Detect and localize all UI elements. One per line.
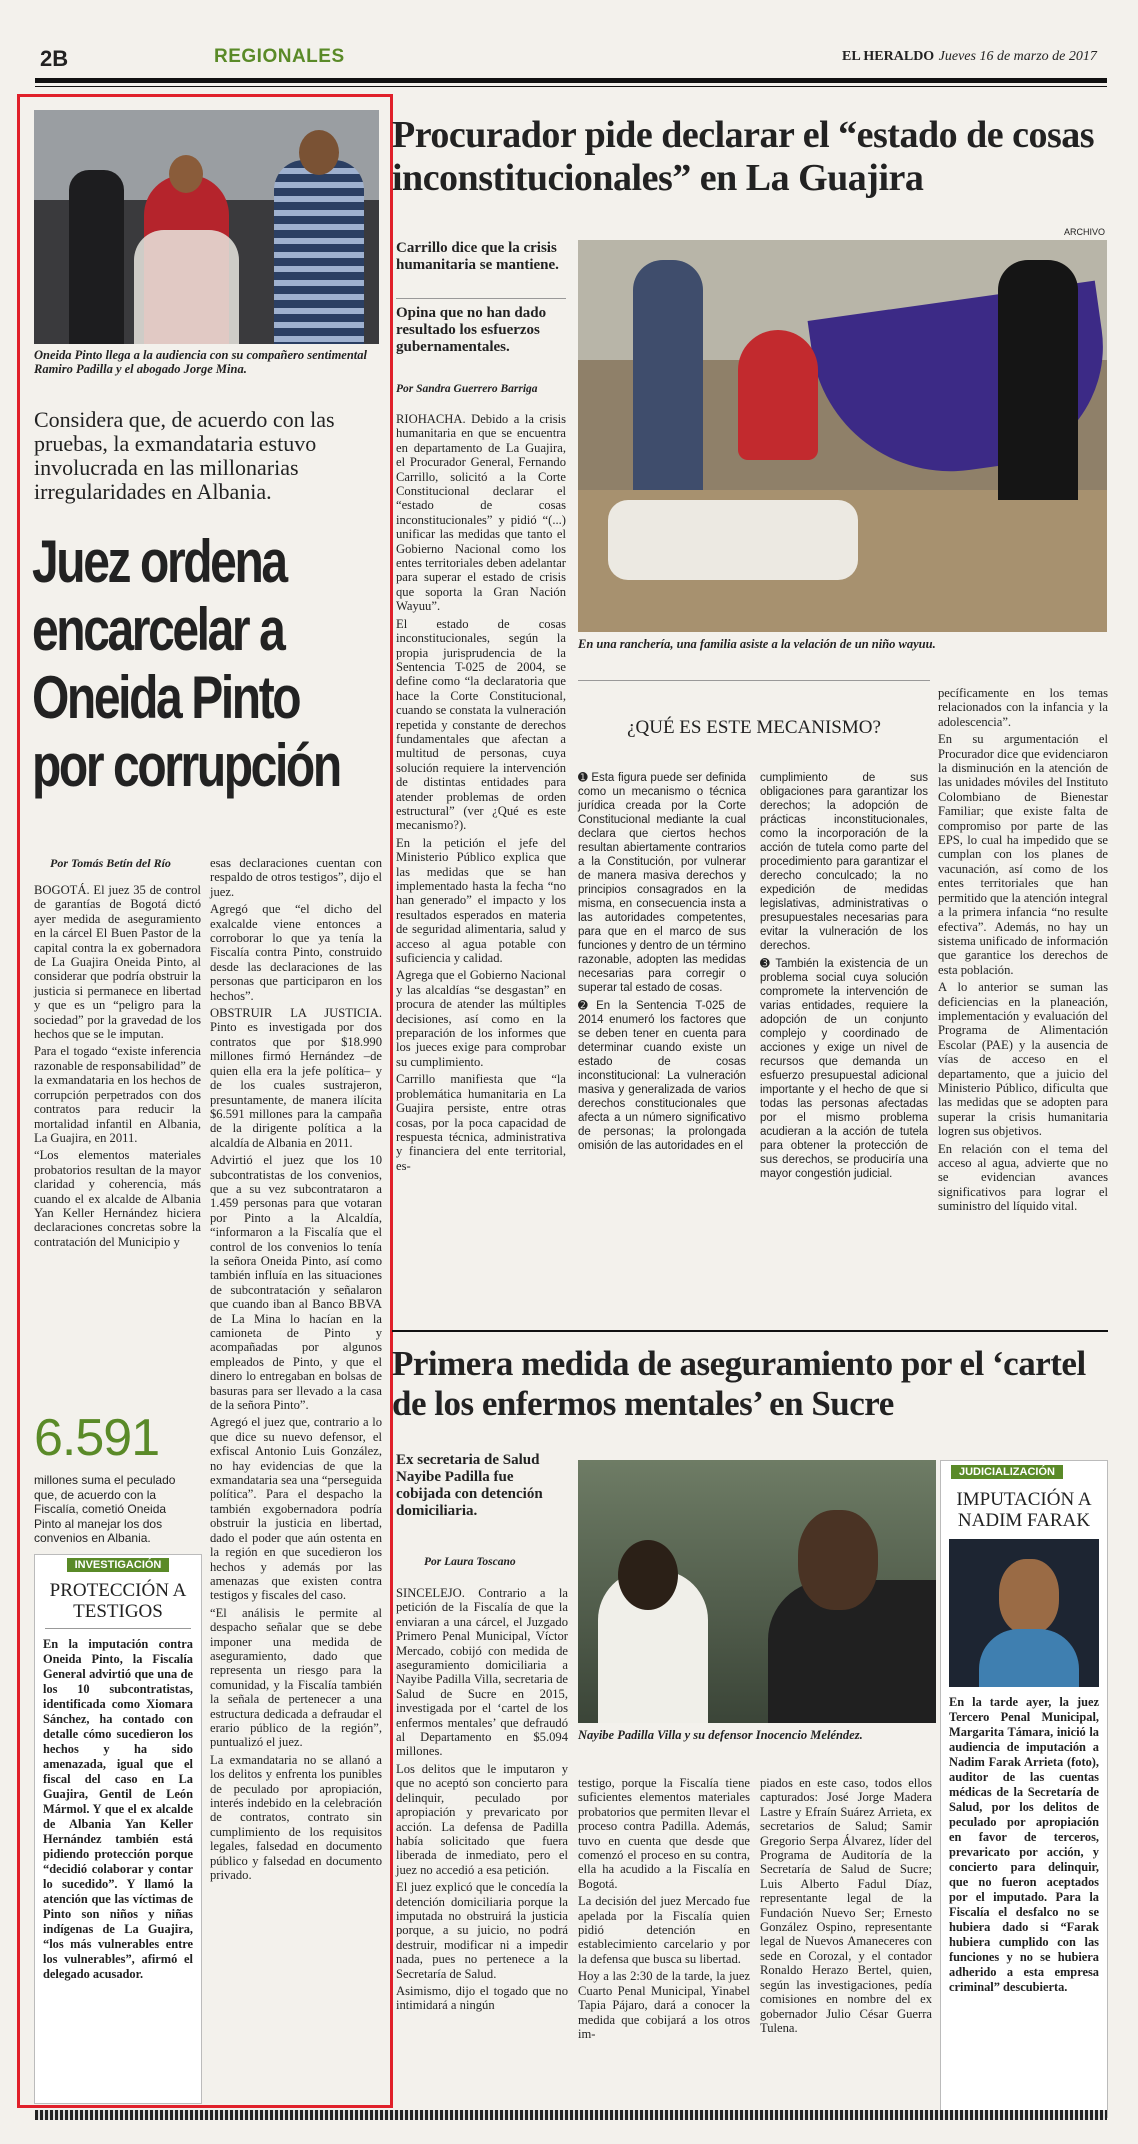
bullet-icon: ➌ [760, 958, 776, 970]
witness-box [34, 1554, 202, 2104]
top-headline: Procurador pide declarar el “estado de cosas inconstitucionales” en La Guajira [392, 114, 1095, 199]
photo-face-man [299, 130, 339, 175]
bullet-item: cumplimiento de sus obligaciones para garantizar los derechos; la adopción de prácticas inconstitucionales, como la incorporación de la acción de tutela como parte del procedimiento para garantizar el derecho conculcado; la no expedición de medidas legislativas, administrativas o presupuestales necesarias para evitar la vulneración de los derechos. [760, 772, 928, 952]
bottom-photo-caption: Nayibe Padilla Villa y su defensor Inocencio Meléndez. [578, 1728, 863, 1742]
left-byline: Por Tomás Betín del Río [50, 856, 171, 870]
box-tag: INVESTIGACIÓN [67, 1558, 170, 1572]
paragraph: Carrillo manifiesta que “la problemática humanitaria en La Guajira persiste, entre otras cosas, por la poca capacidad de respuesta técnica, administrativa y financiera del ente territorial, es- [396, 1072, 566, 1173]
paragraph: Los delitos que le imputaron y que no aceptó son concierto para delinquir, peculado por apropiación y prevaricato por acción. La defensa de Padilla había solicitado que fuera liberada de inmediato, pero el juez no accedió a esa petición. [396, 1761, 568, 1877]
top-deck1: Carrillo dice que la crisis humanitaria se mantiene. [396, 240, 559, 273]
paragraph: La decisión del juez Mercado fue apelada por la Fiscalía quien pidió detención en establecimiento carcelario y por la defensa que busca su libertad. [578, 1894, 750, 1966]
bullet-icon: ➋ [578, 1000, 597, 1012]
paragraph: Agregó el juez que, contrario a lo que dice su nuevo defensor, el exfiscal Antonio Luis González, no hay evidencias de que la exmandataria sea una “perseguida política”. Para el despacho la también exgobernadora podría obstruir la justicia en libertad, dado el poder que aún ostenta en la región en que sucedieron los hechos y además por las amenazas que existen contra testigos y fiscales del caso. [210, 1415, 382, 1603]
page-number: 2B [40, 46, 69, 71]
paragraph: RIOHACHA. Debido a la crisis humanitaria en que se encuentra en departamento de La Guajira, el Procurador General, Fernando Carrillo, solicitó a la Corte Constitucional declarar el “estado de cosas inconstitucionales” y pidió “(...) unificar las medidas que tanto el Gobierno Nacional como los entes territoriales deben adelantar para superar el estado de crisis que soporta la Gran Nación Wayuu”. [396, 412, 566, 614]
side-text: En la tarde ayer, la juez Tercero Penal Municipal, Margarita Támara, inició la audiencia de imputación a Nadim Farak Arrieta (foto), auditor de las cuentas médicas de la Secretaría de Salud, por los delitos de peculado por apropiación en favor de terceros, prevaricato por acción, y concierto para delinquir, que no fueron aceptados por el imputado. Para la Fiscalía el desfalco no se hubiera dado si “Farak hubiera cumplido con las funciones y no se hubiera adherido a esta empresa criminal” descubierta. [949, 1695, 1099, 1994]
photo-person-back [998, 260, 1078, 500]
top-byline: Por Sandra Guerrero Barriga [396, 383, 538, 395]
left-deck: Considera que, de acuerdo con las pruebas, la exmandataria estuvo involucrada en las millonarias irregularidades en Albania. [34, 407, 335, 504]
footer-strip [35, 2110, 1107, 2120]
deck-rule [396, 298, 566, 299]
paragraph: La exmandataria no se allanó a los delitos y enfrenta los punibles de peculado por apropiación, interés indebido en la celebración de contratos, contrato sin cumplimiento de los requisitos legales, falsedad en documento público y falsedad en documento privado. [210, 1752, 382, 1883]
paragraph: Advirtió el juez que los 10 subcontratistas de los convenios, que a su vez subcontrataron a 1.459 personas para que votaran por Pinto a la Alcaldía, “informaron a la Fiscalía que el control de los convenios lo tenía la señora Oneida Pinto, así como también influía en las situaciones de subcontratación y señalaron que cuando iban al Banco BBVA de La Mina lo hacían en la camioneta de Pinto y acompañadas por algunos empleados de Pinto, y que el dinero lo entregaban en bolsas de basuras para ser llevado a la casa de la señora Pinto”. [210, 1153, 382, 1413]
left-col2 [210, 856, 382, 1885]
top-col1 [396, 412, 566, 1176]
bottom-col3 [760, 1776, 932, 2038]
bullet-item: ➋ En la Sentencia T-025 de 2014 enumeró los factores que se deben tener en cuenta para determinar cuando existe un estado de cosas inconstitucional: La vulneración masiva y generalizada de varios derechos constitucionales que afecta a un número significativo de personas; la prolongada omisión de las autoridades en el [578, 1000, 746, 1152]
photo-person-standing [633, 260, 703, 490]
section-label: REGIONALES [214, 46, 345, 67]
side-tag: JUDICIALIZACIÓN [951, 1465, 1063, 1479]
top-col3 [938, 686, 1108, 1217]
top-photo-credit: ARCHIVO [1064, 227, 1106, 237]
bottom-col1 [396, 1586, 568, 2016]
left-photo-caption: Oneida Pinto llega a la audiencia con su compañero sentimental Ramiro Padilla y el abogado Jorge Mina. [34, 348, 368, 376]
side-photo [949, 1539, 1099, 1687]
section-divider [392, 1330, 1108, 1332]
top-deck2: Opina que no han dado resultado los esfuerzos gubernamentales. [396, 305, 547, 355]
paragraph: En la petición el jefe del Ministerio Público explica que las medidas que se han implementado hasta la fecha “no han generado” el impacto y los resultados esperados en materia de seguridad alimentaria, salud y acceso al agua potable con suficiencia y calidad. [396, 835, 566, 966]
bottom-deck: Ex secretaria de Salud Nayibe Padilla fue cobijada con detención domiciliaria. [396, 1452, 543, 1519]
box-rule [45, 1628, 191, 1629]
paragraph: piados en este caso, todos ellos capturados: José Jorge Madera Lastre y Efraín Suárez Arrieta, ex secretarios de Salud; Samir Gregorio Serpa Álvarez, líder del Programa de Auditoría de la Secretaría de Salud de Sucre; Luis Alberto Fadul Díaz, representante legal de la Fundación Nuevo Ser; Ernesto González Ospino, representante legal de Nuevos Amaneceres con sede en Corozal, y el contador Ronaldo Herazo Bertel, quien, según las investigaciones, pedía comisiones en nombre del ex gobernador Julio César Guerra Tulena. [760, 1776, 932, 2035]
mechanism-col2 [760, 771, 928, 1185]
paragraph: Hoy a las 2:30 de la tarde, la juez Cuarto Penal Municipal, Yinabel Tapia Pájaro, dará a conocer la medida que cobijará a los otros im- [578, 1969, 750, 2041]
bullet-item: ➊ Esta figura puede ser definida como un mecanismo o técnica jurídica creada por la Corte Constitucional mediante la cual declara que ciertos hechos resultan abiertamente contrarios a la Constitución, por vulnerar de manera masiva derechos y principios consagrados en la misma, en consecuencia insta a las autoridades competentes, para que en el marco de sus funciones y dentro de un término razonable, adopten las medidas necesarias para corregir o superar tal estado de cosas. [578, 772, 746, 994]
paragraph: En su argumentación el Procurador dice que evidenciaron la disminución en la atención de las unidades móviles del Instituto Colombiano de Bienestar Familiar; que existe falta de compromiso por parte de las EPS, lo cual ha impedido que se cumplan con los planes de vacunación, así como de los entes territoriales que han permitido que la atención integral a la primera infancia “no resulte efectiva”. Además, no hay un sistema unificado de información que garantice los derechos de esta población. [938, 732, 1108, 977]
photo-shirt [979, 1629, 1079, 1687]
header-rule [35, 78, 1107, 83]
paragraph: Agregó que “el dicho del exalcalde viene entonces a corroborar lo que ya tenía la Fiscalía contra Pinto, construido desde las declaraciones de las personas que participaron en los hechos”. [210, 902, 382, 1003]
header-right [842, 48, 1097, 65]
photo-person-sitting [738, 330, 818, 460]
left-headline: Juez ordena encarcelar a Oneida Pinto por corrupción [32, 528, 340, 799]
left-photo [34, 110, 379, 344]
photo-figure-left [69, 170, 124, 344]
photo-face-woman [169, 155, 203, 193]
paragraph: pecíficamente en los temas relacionados con la infancia y la adolescencia”. [938, 686, 1108, 729]
photo-coffin [608, 500, 858, 580]
bullet-item: ➌ También la existencia de un problema social cuya solución compromete la intervención de varias entidades, requiere la adopción de un conjunto complejo y coordinado de acciones y exige un nivel de recursos que demanda un esfuerzo presupuestal adicional importante y el hecho de que si todas las personas afectadas por el mismo problema acudieran a la acción de tutela para obtener la protección de sus derechos, se produciría una mayor congestión judicial. [760, 958, 929, 1180]
paragraph: Agrega que el Gobierno Nacional y las alcaldías “se desgastan” en procura de atender las múltiples decisiones, así como en la preparación de los informes que los jueces exige para comprobar su cumplimiento. [396, 968, 566, 1069]
stat-value: 6.591 [34, 1409, 160, 1467]
paragraph: “Los elementos materiales probatorios resultan de la mayor claridad y coherencia, más cuando el ex alcalde de Albania Yan Keller Hernández hiciera declaraciones concretas sobre la contratación del Municipio y [34, 1148, 201, 1249]
photo-face [999, 1559, 1059, 1634]
paragraph: En relación con el tema del acceso al agua, advierte que no se evidencian avances significativos para lograr el suministro del líquido vital. [938, 1141, 1108, 1214]
paragraph: testigo, porque la Fiscalía tiene suficientes elementos materiales probatorios que permiten llevar el proceso contra Padilla. Además, tuvo en cuenta que desde que comenzó el proceso en su contra, ella ha acudido a la Fiscalía en Bogotá. [578, 1776, 750, 1891]
paragraph: “El análisis le permite al despacho señalar que se debe imponer una medida de aseguramiento, dado que representa un riesgo para la comunidad, y la Fiscalía también la señala de pertenecer a una estructura dedicada a defraudar el erario público de la región”, puntualizó el juez. [210, 1605, 382, 1750]
bottom-byline: Por Laura Toscano [424, 1556, 516, 1568]
paragraph: El juez explicó que le concedía la detención domiciliaria porque la imputada no obstruirá la justicia porque, a su juicio, no podrá destruir, modificar ni a impedir nada, pues no pertenece a la Secretaría de Salud. [396, 1880, 568, 1981]
bottom-headline: Primera medida de aseguramiento por el ‘cartel de los enfermos mentales’ en Sucre [392, 1344, 1086, 1423]
paragraph: A lo anterior se suman las deficiencias en la planeación, implementación y evaluación del Programa de Alimentación Escolar (PAE) y la ausencia de vías de acceso en el departamento, que a juicio del Ministerio Público, dificulta que las medidas que se adopten para superar la crisis humanitaria logren sus objetivos. [938, 980, 1108, 1139]
photo-figure-man [274, 160, 364, 344]
paragraph: Para el togado “existe inferencia razonable de responsabilidad” de la exmandataria en los hechos de corrupción perpetrados con dos contratos para reducir la mortalidad infantil en Albania, La Guajira, en 2011. [34, 1044, 201, 1145]
box-text: En la imputación contra Oneida Pinto, la Fiscalía General advirtió que una de los 10 subcontratistas, identificada como Xiomara Sánchez, ha contado con detalle cómo sucedieron los hechos y ha sido amenazada, igual que el fiscal del caso en La Guajira, Gentil de León Mármol. Y que el ex alcalde de Albania Yan Keller Hernández también está pidiendo protección porque “decidió colaborar y contar lo sucedido”. Y llamó la atención que las víctimas de Pinto son niños y niñas indígenas de La Guajira, “los más vulnerables entre los vulnerables”, afirmó el delegado acusador. [43, 1637, 193, 1981]
top-photo [578, 240, 1107, 632]
paper-name: EL HERALDO [842, 49, 935, 64]
photo-woman-head [618, 1540, 678, 1610]
mechanism-col1 [578, 771, 746, 1157]
paragraph: esas declaraciones cuentan con respaldo de otros testigos”, dijo el juez. [210, 856, 382, 899]
bottom-photo [578, 1460, 936, 1723]
bullet-icon: ➊ [578, 772, 592, 784]
photo-man-head [798, 1510, 878, 1610]
judicial-box [940, 1460, 1108, 2118]
top-photo-caption: En una ranchería, una familia asiste a la velación de un niño wayuu. [578, 637, 936, 651]
side-title: IMPUTACIÓN A NADIM FARAK [956, 1489, 1092, 1531]
header-rule-thin [35, 86, 1107, 87]
bottom-col2 [578, 1776, 750, 2044]
issue-date: Jueves 16 de marzo de 2017 [938, 49, 1097, 64]
left-col1 [34, 883, 201, 1252]
box-title: PROTECCIÓN A TESTIGOS [49, 1580, 187, 1622]
mechanism-box [578, 680, 930, 1292]
paragraph: OBSTRUIR LA JUSTICIA. Pinto es investigada por dos contratos que por $18.990 millones firmó Hernández –de quien ella era la jefe política– y de los cuales sustrajeron, presuntamente, de manera ilícita $6.591 millones para la campaña de la dirigente política a la alcaldía de Albania en 2011. [210, 1006, 382, 1150]
paragraph: El estado de cosas inconstitucionales, según la propia jurisprudencia de la Sentencia T-025 de 2004, se define como “la declaratoria que hace la Corte Constitucional, cuando se constata la vulneración repetida y constante de derechos fundamentales que afectan a multitud de personas, cuya solución requiere la intervención de distintas entidades para atender problemas de orden estructural” (ver ¿Qué es este mecanismo?). [396, 616, 566, 833]
paragraph: BOGOTÁ. El juez 35 de control de garantías de Bogotá dictó ayer medida de aseguramiento en la cárcel El Buen Pastor de la capital contra la ex gobernadora de La Guajira Oneida Pinto, al considerar que podría obstruir la justicia si permanece en libertad y que es un “peligro para la sociedad” por la gravedad de los hechos que se le imputan. [34, 883, 201, 1042]
photo-figure-woman-coat [134, 230, 239, 344]
stat-text: millones suma el peculado que, de acuerdo con la Fiscalía, cometió Oneida Pinto al manejar los dos convenios en Albania. [34, 1473, 176, 1545]
mechanism-title: ¿QUÉ ES ESTE MECANISMO? [627, 717, 881, 738]
paragraph: SINCELEJO. Contrario a la petición de la Fiscalía de que la enviaran a una cárcel, el Juzgado Primero Penal Municipal, Víctor Mercado, cobijó con medida de aseguramiento domiciliaria a Nayibe Padilla Villa, secretaria de Salud de Sucre en 2015, investigada por el ‘cartel de los enfermos mentales’ que defraudó al Departamento en $5.094 millones. [396, 1586, 568, 1759]
paragraph: Asimismo, dijo el togado que no intimidará a ningún [396, 1983, 568, 2013]
